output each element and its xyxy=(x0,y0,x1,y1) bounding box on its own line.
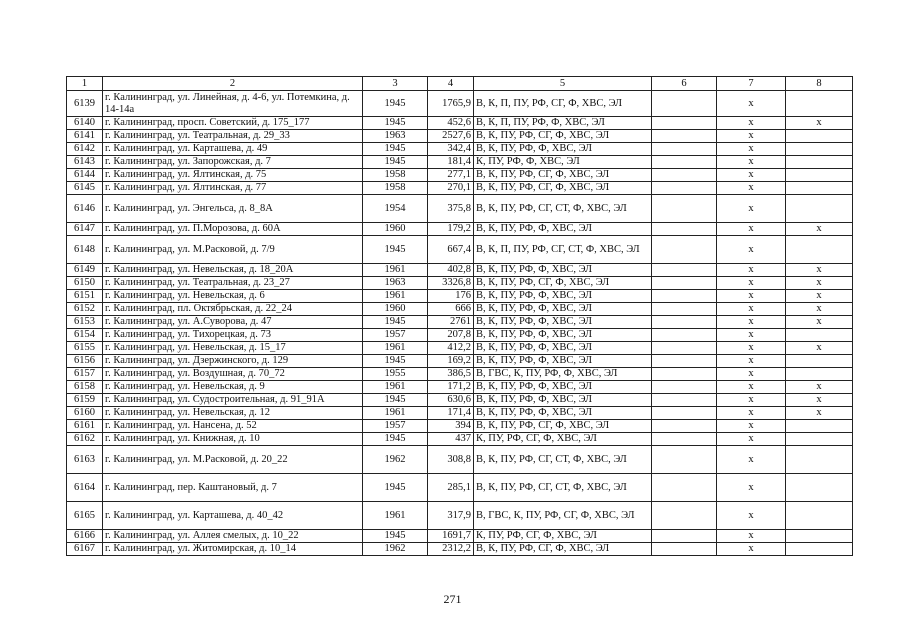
address-cell: г. Калининград, ул. Невельская, д. 12 xyxy=(103,407,363,420)
area-cell: 452,6 xyxy=(428,117,474,130)
year-cell: 1945 xyxy=(363,394,428,407)
column-header-1: 1 xyxy=(67,77,103,91)
services-cell: В, К, ПУ, РФ, Ф, ХВС, ЭЛ xyxy=(474,342,652,355)
column-header-5: 5 xyxy=(474,77,652,91)
column-header-6: 6 xyxy=(652,77,717,91)
area-cell: 176 xyxy=(428,290,474,303)
column-6-cell xyxy=(652,407,717,420)
services-cell: В, К, П, ПУ, РФ, Ф, ХВС, ЭЛ xyxy=(474,117,652,130)
area-cell: 375,8 xyxy=(428,195,474,223)
column-8-mark xyxy=(786,182,853,195)
column-6-cell xyxy=(652,329,717,342)
column-8-mark xyxy=(786,433,853,446)
column-6-cell xyxy=(652,502,717,530)
year-cell: 1963 xyxy=(363,277,428,290)
column-6-cell xyxy=(652,420,717,433)
row-number: 6163 xyxy=(67,446,103,474)
column-8-mark: x xyxy=(786,381,853,394)
column-8-mark: x xyxy=(786,117,853,130)
area-cell: 402,8 xyxy=(428,264,474,277)
address-cell: г. Калининград, ул. М.Расковой, д. 7/9 xyxy=(103,236,363,264)
area-cell: 171,2 xyxy=(428,381,474,394)
row-number: 6140 xyxy=(67,117,103,130)
column-6-cell xyxy=(652,169,717,182)
services-cell: К, ПУ, РФ, СГ, Ф, ХВС, ЭЛ xyxy=(474,530,652,543)
address-cell: г. Калининград, ул. Нансена, д. 52 xyxy=(103,420,363,433)
column-7-mark: x xyxy=(717,264,786,277)
table-row xyxy=(67,223,853,236)
column-7-mark: x xyxy=(717,329,786,342)
column-6-cell xyxy=(652,195,717,223)
address-cell: г. Калининград, ул. Театральная, д. 23_27 xyxy=(103,277,363,290)
area-cell: 342,4 xyxy=(428,143,474,156)
services-cell: В, К, ПУ, РФ, Ф, ХВС, ЭЛ xyxy=(474,303,652,316)
table-row xyxy=(67,290,853,303)
area-cell: 630,6 xyxy=(428,394,474,407)
row-number: 6159 xyxy=(67,394,103,407)
services-cell: В, ГВС, К, ПУ, РФ, СГ, Ф, ХВС, ЭЛ xyxy=(474,502,652,530)
row-number: 6157 xyxy=(67,368,103,381)
column-8-mark xyxy=(786,502,853,530)
column-7-mark: x xyxy=(717,342,786,355)
column-6-cell xyxy=(652,130,717,143)
address-cell: г. Калининград, пер. Каштановый, д. 7 xyxy=(103,474,363,502)
column-7-mark: x xyxy=(717,236,786,264)
table-row xyxy=(67,143,853,156)
table-row xyxy=(67,277,853,290)
column-6-cell xyxy=(652,394,717,407)
row-number: 6141 xyxy=(67,130,103,143)
column-6-cell xyxy=(652,91,717,117)
table-row xyxy=(67,543,853,556)
services-cell: В, К, ПУ, РФ, Ф, ХВС, ЭЛ xyxy=(474,290,652,303)
column-7-mark: x xyxy=(717,446,786,474)
page-number: 271 xyxy=(443,592,462,606)
services-cell: В, К, ПУ, РФ, СГ, СТ, Ф, ХВС, ЭЛ xyxy=(474,195,652,223)
address-cell: г. Калининград, ул. М.Расковой, д. 20_22 xyxy=(103,446,363,474)
column-7-mark: x xyxy=(717,195,786,223)
column-header-3: 3 xyxy=(363,77,428,91)
column-8-mark xyxy=(786,446,853,474)
address-cell: г. Калининград, пл. Октябрьская, д. 22_24 xyxy=(103,303,363,316)
year-cell: 1945 xyxy=(363,474,428,502)
column-7-mark: x xyxy=(717,474,786,502)
year-cell: 1945 xyxy=(363,236,428,264)
services-cell: В, К, ПУ, РФ, Ф, ХВС, ЭЛ xyxy=(474,381,652,394)
address-cell: г. Калининград, ул. Карташева, д. 49 xyxy=(103,143,363,156)
column-8-mark: x xyxy=(786,223,853,236)
year-cell: 1961 xyxy=(363,290,428,303)
year-cell: 1945 xyxy=(363,355,428,368)
address-cell: г. Калининград, ул. Невельская, д. 18_20А xyxy=(103,264,363,277)
area-cell: 179,2 xyxy=(428,223,474,236)
column-8-mark xyxy=(786,143,853,156)
area-cell: 2312,2 xyxy=(428,543,474,556)
column-7-mark: x xyxy=(717,420,786,433)
table-row xyxy=(67,117,853,130)
area-cell: 667,4 xyxy=(428,236,474,264)
column-7-mark: x xyxy=(717,381,786,394)
year-cell: 1960 xyxy=(363,303,428,316)
column-8-mark xyxy=(786,329,853,342)
column-6-cell xyxy=(652,182,717,195)
area-cell: 308,8 xyxy=(428,446,474,474)
column-7-mark: x xyxy=(717,407,786,420)
area-cell: 277,1 xyxy=(428,169,474,182)
area-cell: 171,4 xyxy=(428,407,474,420)
column-8-mark: x xyxy=(786,264,853,277)
table-row xyxy=(67,303,853,316)
column-header-2: 2 xyxy=(103,77,363,91)
column-6-cell xyxy=(652,368,717,381)
year-cell: 1945 xyxy=(363,316,428,329)
column-6-cell xyxy=(652,355,717,368)
services-cell: В, К, ПУ, РФ, СГ, СТ, Ф, ХВС, ЭЛ xyxy=(474,446,652,474)
address-cell: г. Калининград, ул. Книжная, д. 10 xyxy=(103,433,363,446)
year-cell: 1963 xyxy=(363,130,428,143)
address-cell: г. Калининград, ул. Житомирская, д. 10_14 xyxy=(103,543,363,556)
column-6-cell xyxy=(652,543,717,556)
year-cell: 1945 xyxy=(363,143,428,156)
area-cell: 394 xyxy=(428,420,474,433)
area-cell: 666 xyxy=(428,303,474,316)
table-row xyxy=(67,169,853,182)
year-cell: 1954 xyxy=(363,195,428,223)
services-cell: В, К, ПУ, РФ, Ф, ХВС, ЭЛ xyxy=(474,223,652,236)
column-8-mark xyxy=(786,530,853,543)
column-8-mark xyxy=(786,169,853,182)
services-cell: В, К, ПУ, РФ, Ф, ХВС, ЭЛ xyxy=(474,143,652,156)
table-row xyxy=(67,91,853,117)
table-row xyxy=(67,182,853,195)
column-6-cell xyxy=(652,143,717,156)
table-row xyxy=(67,130,853,143)
area-cell: 270,1 xyxy=(428,182,474,195)
column-7-mark: x xyxy=(717,117,786,130)
row-number: 6145 xyxy=(67,182,103,195)
row-number: 6150 xyxy=(67,277,103,290)
column-6-cell xyxy=(652,530,717,543)
row-number: 6147 xyxy=(67,223,103,236)
table-row xyxy=(67,433,853,446)
table-row xyxy=(67,156,853,169)
row-number: 6151 xyxy=(67,290,103,303)
row-number: 6162 xyxy=(67,433,103,446)
column-7-mark: x xyxy=(717,303,786,316)
table-row xyxy=(67,316,853,329)
area-cell: 285,1 xyxy=(428,474,474,502)
services-cell: К, ПУ, РФ, Ф, ХВС, ЭЛ xyxy=(474,156,652,169)
services-cell: В, К, ПУ, РФ, Ф, ХВС, ЭЛ xyxy=(474,316,652,329)
address-cell: г. Калининград, ул. Аллея смелых, д. 10_22 xyxy=(103,530,363,543)
services-cell: В, К, ПУ, РФ, Ф, ХВС, ЭЛ xyxy=(474,264,652,277)
row-number: 6146 xyxy=(67,195,103,223)
column-7-mark: x xyxy=(717,543,786,556)
column-8-mark xyxy=(786,91,853,117)
row-number: 6153 xyxy=(67,316,103,329)
address-cell: г. Калининград, ул. Линейная, д. 4-6, ул. Потемкина, д. 14-14а xyxy=(103,91,363,117)
column-6-cell xyxy=(652,277,717,290)
year-cell: 1958 xyxy=(363,169,428,182)
table-row xyxy=(67,502,853,530)
column-header-7: 7 xyxy=(717,77,786,91)
row-number: 6156 xyxy=(67,355,103,368)
row-number: 6167 xyxy=(67,543,103,556)
column-6-cell xyxy=(652,223,717,236)
column-8-mark xyxy=(786,195,853,223)
year-cell: 1960 xyxy=(363,223,428,236)
column-6-cell xyxy=(652,342,717,355)
address-cell: г. Калининград, ул. Дзержинского, д. 129 xyxy=(103,355,363,368)
column-8-mark: x xyxy=(786,342,853,355)
services-cell: В, К, ПУ, РФ, Ф, ХВС, ЭЛ xyxy=(474,355,652,368)
column-header-4: 4 xyxy=(428,77,474,91)
table-row xyxy=(67,342,853,355)
area-cell: 386,5 xyxy=(428,368,474,381)
services-cell: В, К, П, ПУ, РФ, СГ, СТ, Ф, ХВС, ЭЛ xyxy=(474,236,652,264)
column-7-mark: x xyxy=(717,530,786,543)
row-number: 6149 xyxy=(67,264,103,277)
column-6-cell xyxy=(652,303,717,316)
address-cell: г. Калининград, ул. Театральная, д. 29_33 xyxy=(103,130,363,143)
row-number: 6161 xyxy=(67,420,103,433)
year-cell: 1961 xyxy=(363,342,428,355)
table-row xyxy=(67,530,853,543)
area-cell: 181,4 xyxy=(428,156,474,169)
column-8-mark: x xyxy=(786,303,853,316)
table-row xyxy=(67,329,853,342)
address-cell: г. Калининград, ул. Запорожская, д. 7 xyxy=(103,156,363,169)
area-cell: 3326,8 xyxy=(428,277,474,290)
table-row xyxy=(67,264,853,277)
row-number: 6152 xyxy=(67,303,103,316)
year-cell: 1958 xyxy=(363,182,428,195)
year-cell: 1961 xyxy=(363,381,428,394)
column-8-mark xyxy=(786,156,853,169)
column-8-mark: x xyxy=(786,407,853,420)
column-8-mark xyxy=(786,130,853,143)
column-7-mark: x xyxy=(717,130,786,143)
area-cell: 1691,7 xyxy=(428,530,474,543)
row-number: 6139 xyxy=(67,91,103,117)
services-cell: В, К, ПУ, РФ, СГ, Ф, ХВС, ЭЛ xyxy=(474,182,652,195)
column-8-mark xyxy=(786,474,853,502)
year-cell: 1961 xyxy=(363,502,428,530)
table-row xyxy=(67,381,853,394)
column-6-cell xyxy=(652,236,717,264)
services-cell: В, К, ПУ, РФ, СГ, Ф, ХВС, ЭЛ xyxy=(474,420,652,433)
area-cell: 169,2 xyxy=(428,355,474,368)
year-cell: 1945 xyxy=(363,156,428,169)
column-7-mark: x xyxy=(717,502,786,530)
column-8-mark: x xyxy=(786,394,853,407)
services-cell: В, К, ПУ, РФ, СГ, СТ, Ф, ХВС, ЭЛ xyxy=(474,474,652,502)
year-cell: 1957 xyxy=(363,420,428,433)
column-6-cell xyxy=(652,316,717,329)
area-cell: 317,9 xyxy=(428,502,474,530)
column-8-mark xyxy=(786,355,853,368)
services-cell: В, К, ПУ, РФ, СГ, Ф, ХВС, ЭЛ xyxy=(474,277,652,290)
column-7-mark: x xyxy=(717,394,786,407)
column-8-mark: x xyxy=(786,316,853,329)
services-cell: В, К, ПУ, РФ, СГ, Ф, ХВС, ЭЛ xyxy=(474,543,652,556)
table-row xyxy=(67,355,853,368)
address-cell: г. Калининград, ул. Ялтинская, д. 77 xyxy=(103,182,363,195)
column-6-cell xyxy=(652,156,717,169)
address-cell: г. Калининград, ул. Невельская, д. 15_17 xyxy=(103,342,363,355)
services-cell: В, К, П, ПУ, РФ, СГ, Ф, ХВС, ЭЛ xyxy=(474,91,652,117)
address-cell: г. Калининград, просп. Советский, д. 175_177 xyxy=(103,117,363,130)
column-7-mark: x xyxy=(717,290,786,303)
year-cell: 1945 xyxy=(363,433,428,446)
year-cell: 1957 xyxy=(363,329,428,342)
area-cell: 207,8 xyxy=(428,329,474,342)
housing-registry-table xyxy=(66,76,853,556)
table-row xyxy=(67,368,853,381)
row-number: 6166 xyxy=(67,530,103,543)
column-6-cell xyxy=(652,381,717,394)
table-row xyxy=(67,474,853,502)
year-cell: 1961 xyxy=(363,264,428,277)
table-row xyxy=(67,446,853,474)
column-7-mark: x xyxy=(717,368,786,381)
row-number: 6143 xyxy=(67,156,103,169)
year-cell: 1962 xyxy=(363,543,428,556)
row-number: 6158 xyxy=(67,381,103,394)
header-row xyxy=(67,77,853,91)
table-row xyxy=(67,195,853,223)
year-cell: 1945 xyxy=(363,91,428,117)
column-7-mark: x xyxy=(717,433,786,446)
area-cell: 2761 xyxy=(428,316,474,329)
year-cell: 1962 xyxy=(363,446,428,474)
row-number: 6155 xyxy=(67,342,103,355)
services-cell: В, ГВС, К, ПУ, РФ, Ф, ХВС, ЭЛ xyxy=(474,368,652,381)
row-number: 6164 xyxy=(67,474,103,502)
column-7-mark: x xyxy=(717,277,786,290)
address-cell: г. Калининград, ул. П.Морозова, д. 60А xyxy=(103,223,363,236)
address-cell: г. Калининград, ул. Невельская, д. 9 xyxy=(103,381,363,394)
area-cell: 1765,9 xyxy=(428,91,474,117)
address-cell: г. Калининград, ул. Ялтинская, д. 75 xyxy=(103,169,363,182)
services-cell: В, К, ПУ, РФ, Ф, ХВС, ЭЛ xyxy=(474,329,652,342)
area-cell: 437 xyxy=(428,433,474,446)
column-7-mark: x xyxy=(717,182,786,195)
column-6-cell xyxy=(652,290,717,303)
row-number: 6160 xyxy=(67,407,103,420)
area-cell: 2527,6 xyxy=(428,130,474,143)
area-cell: 412,2 xyxy=(428,342,474,355)
column-6-cell xyxy=(652,433,717,446)
column-7-mark: x xyxy=(717,156,786,169)
row-number: 6144 xyxy=(67,169,103,182)
year-cell: 1945 xyxy=(363,117,428,130)
table-row xyxy=(67,407,853,420)
column-6-cell xyxy=(652,474,717,502)
year-cell: 1961 xyxy=(363,407,428,420)
column-header-8: 8 xyxy=(786,77,853,91)
row-number: 6148 xyxy=(67,236,103,264)
services-cell: В, К, ПУ, РФ, СГ, Ф, ХВС, ЭЛ xyxy=(474,169,652,182)
column-7-mark: x xyxy=(717,169,786,182)
services-cell: В, К, ПУ, РФ, Ф, ХВС, ЭЛ xyxy=(474,407,652,420)
column-7-mark: x xyxy=(717,91,786,117)
year-cell: 1955 xyxy=(363,368,428,381)
address-cell: г. Калининград, ул. Карташева, д. 40_42 xyxy=(103,502,363,530)
address-cell: г. Калининград, ул. Судостроительная, д. 91_91А xyxy=(103,394,363,407)
table-row xyxy=(67,236,853,264)
address-cell: г. Калининград, ул. Воздушная, д. 70_72 xyxy=(103,368,363,381)
address-cell: г. Калининград, ул. А.Суворова, д. 47 xyxy=(103,316,363,329)
address-cell: г. Калининград, ул. Энгельса, д. 8_8А xyxy=(103,195,363,223)
column-8-mark xyxy=(786,368,853,381)
column-8-mark xyxy=(786,543,853,556)
column-8-mark: x xyxy=(786,290,853,303)
column-7-mark: x xyxy=(717,223,786,236)
services-cell: В, К, ПУ, РФ, Ф, ХВС, ЭЛ xyxy=(474,394,652,407)
column-8-mark xyxy=(786,236,853,264)
services-cell: В, К, ПУ, РФ, СГ, Ф, ХВС, ЭЛ xyxy=(474,130,652,143)
address-cell: г. Калининград, ул. Тихорецкая, д. 73 xyxy=(103,329,363,342)
row-number: 6165 xyxy=(67,502,103,530)
year-cell: 1945 xyxy=(363,530,428,543)
column-8-mark: x xyxy=(786,277,853,290)
address-cell: г. Калининград, ул. Невельская, д. 6 xyxy=(103,290,363,303)
column-8-mark xyxy=(786,420,853,433)
table-row xyxy=(67,420,853,433)
row-number: 6154 xyxy=(67,329,103,342)
row-number: 6142 xyxy=(67,143,103,156)
column-7-mark: x xyxy=(717,355,786,368)
column-7-mark: x xyxy=(717,316,786,329)
services-cell: К, ПУ, РФ, СГ, Ф, ХВС, ЭЛ xyxy=(474,433,652,446)
column-7-mark: x xyxy=(717,143,786,156)
table-row xyxy=(67,394,853,407)
column-6-cell xyxy=(652,446,717,474)
column-6-cell xyxy=(652,117,717,130)
column-6-cell xyxy=(652,264,717,277)
